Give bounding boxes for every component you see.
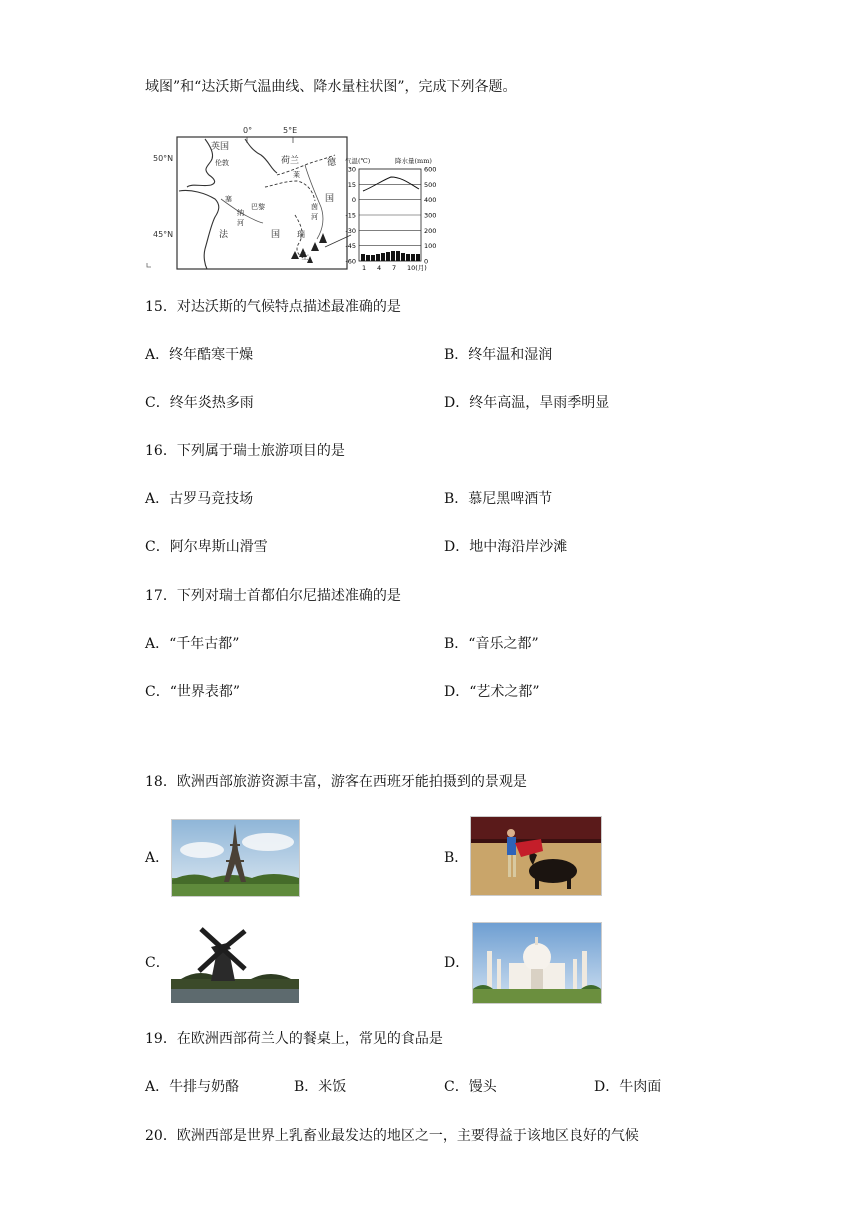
question-17-option-b[interactable]: B．“音乐之都” — [444, 636, 539, 652]
taj-mahal-photo[interactable] — [472, 922, 602, 1004]
question-15-option-c[interactable]: C．终年炎热多雨 — [145, 395, 254, 411]
map-label-de: 德 — [327, 158, 337, 168]
question-17-stem: 17．下列对瑞士首都伯尔尼描述准确的是 — [145, 588, 401, 604]
lat-label-0: 50°N — [153, 154, 174, 163]
question-15-stem: 15．对达沃斯的气候特点描述最准确的是 — [145, 299, 401, 315]
precipitation-tick-label: 400 — [424, 196, 437, 205]
question-18-stem: 18．欧洲西部旅游资源丰富，游客在西班牙能拍摄到的景观是 — [145, 774, 527, 790]
precipitation-tick-label: 0 — [424, 257, 429, 266]
question-19-stem: 19．在欧洲西部荷兰人的餐桌上，常见的食品是 — [145, 1031, 443, 1047]
question-19-option-d[interactable]: D．牛肉面 — [594, 1079, 662, 1095]
climate-left-label: 气温(℃) — [345, 157, 371, 165]
climate-chart — [345, 166, 436, 273]
map-label-guo2: 国 — [271, 230, 281, 240]
question-17-option-c[interactable]: C．“世界表都” — [145, 684, 241, 700]
map-and-climate-figure — [145, 125, 445, 275]
temperature-tick-label: 15 — [347, 180, 356, 189]
map-label-he1: 河 — [237, 219, 244, 227]
map-label-guo1: 国 — [325, 194, 335, 204]
windmill-photo[interactable] — [170, 922, 300, 1004]
temperature-tick-label: -60 — [345, 257, 356, 266]
question-17-option-a[interactable]: A．“千年古都” — [145, 636, 240, 652]
question-18-option-b-label[interactable]: B． — [444, 850, 469, 866]
question-16-option-d[interactable]: D．地中海沿岸沙滩 — [444, 539, 568, 555]
question-20-stem: 20．欧洲西部是世界上乳畜业最发达的地区之一，主要得益于该地区良好的气候 — [145, 1128, 639, 1144]
question-17-option-d[interactable]: D．“艺术之都” — [444, 684, 540, 700]
map-label-paris: 巴黎 — [251, 203, 265, 211]
month-tick-label: 7 — [392, 264, 397, 272]
map-label-uk: 英国 — [211, 142, 230, 152]
map-label-sai: 塞 — [225, 195, 232, 203]
precipitation-tick-label: 100 — [424, 242, 437, 251]
map-label-yin: 茵 — [311, 203, 318, 211]
eiffel-tower-photo[interactable] — [171, 819, 300, 897]
temperature-tick-label: 0 — [351, 196, 356, 205]
precipitation-tick-label: 500 — [424, 180, 437, 189]
temperature-tick-label: 30 — [347, 165, 356, 174]
question-15-option-d[interactable]: D．终年高温，旱雨季明显 — [444, 395, 610, 411]
bullfighting-photo[interactable] — [470, 816, 602, 896]
temperature-tick-label: -30 — [345, 226, 356, 235]
intro-text: 域图”和“达沃斯气温曲线、降水量柱状图”，完成下列各题。 — [145, 79, 517, 95]
question-16-option-b[interactable]: B．慕尼黑啤酒节 — [444, 491, 553, 507]
question-19-option-a[interactable]: A．牛排与奶酪 — [145, 1079, 240, 1095]
question-19-option-b[interactable]: B．米饭 — [294, 1079, 347, 1095]
climate-gridlines — [359, 169, 421, 261]
map-label-fa: 法 — [219, 230, 229, 240]
month-tick-label: 4 — [377, 264, 382, 272]
climate-right-ticks — [424, 166, 436, 266]
temperature-tick-label: -15 — [345, 211, 356, 220]
figure-svg — [145, 125, 445, 275]
question-18-option-d-label[interactable]: D． — [444, 955, 470, 971]
question-15-option-a[interactable]: A．终年酷寒干燥 — [145, 347, 254, 363]
climate-right-label: 降水量(mm) — [395, 157, 432, 165]
question-16-option-c[interactable]: C．阿尔卑斯山滑雪 — [145, 539, 268, 555]
climate-x-ticks — [362, 264, 427, 272]
map-label-na: 纳 — [237, 209, 244, 217]
precipitation-tick-label: 300 — [424, 211, 437, 220]
question-16-stem: 16．下列属于瑞士旅游项目的是 — [145, 443, 345, 459]
month-tick-label: 1 — [362, 264, 367, 272]
question-18-option-a-label[interactable]: A． — [145, 850, 170, 866]
temperature-tick-label: -45 — [345, 242, 356, 251]
lon-label-0: 0° — [243, 126, 253, 135]
map-label-london: 伦敦 — [215, 159, 229, 167]
precipitation-bars — [361, 251, 420, 261]
map-label-he2: 河 — [311, 213, 318, 221]
temperature-curve — [363, 177, 419, 191]
map-label-lai: 莱 — [293, 171, 300, 179]
question-16-option-a[interactable]: A．古罗马竞技场 — [145, 491, 254, 507]
lat-label-1: 45°N — [153, 230, 174, 239]
map-label-shi: 士 — [301, 252, 309, 261]
precipitation-tick-label: 200 — [424, 226, 437, 235]
question-18-option-c-label[interactable]: C． — [145, 955, 170, 971]
month-tick-label: 10(月) — [407, 264, 427, 272]
map-label-netherlands: 荷兰 — [281, 156, 300, 166]
question-15-option-b[interactable]: B．终年温和湿润 — [444, 347, 553, 363]
precipitation-tick-label: 600 — [424, 165, 437, 174]
lon-label-1: 5°E — [283, 126, 298, 135]
map-label-rui: 瑞 — [297, 230, 305, 239]
question-19-option-c[interactable]: C．馒头 — [444, 1079, 497, 1095]
